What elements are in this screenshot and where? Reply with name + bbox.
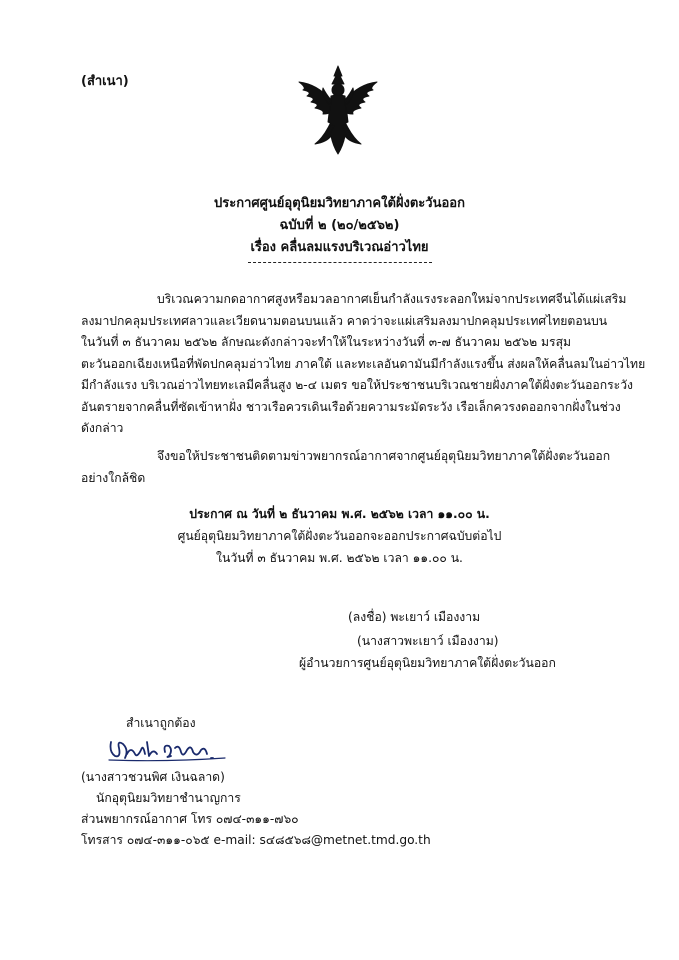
certifier-full-name: (นางสาวชวนพิศ เงินฉลาด) [81,770,225,784]
title-line-1: ประกาศศูนย์อุตุนิยมวิทยาภาคใต้ฝั่งตะวันออก [214,196,465,211]
copy-mark: (สำเนา) [81,74,129,89]
signatory-full-name: (นางสาวพะเยาว์ เมืองงาม) [357,634,499,648]
paragraph-1-line: ในวันที่ ๓ ธันวาคม ๒๕๖๒ ลักษณะดังกล่าวจะทำให้ในระหว่างวันที่ ๓-๗ ธันวาคม ๒๕๖๒ มรสุม [81,335,572,349]
title-line-3: เรื่อง คลื่นลมแรงบริเวณอ่าวไทย [250,240,429,255]
next-announcement-line-1: ศูนย์อุตุนิยมวิทยาภาคใต้ฝั่งตะวันออกจะออกประกาศฉบับต่อไป [177,529,502,543]
paragraph-1-line: ตะวันออกเฉียงเหนือที่พัดปกคลุมอ่าวไทย ภาคใต้ และทะเลอันดามันมีกำลังแรงขึ้น ส่งผลให้คลื่นลมในอ่าวไทย [81,357,646,371]
signatory-signed: (ลงชื่อ) พะเยาว์ เมืองงาม [348,610,481,624]
fax-email: โทรสาร ๐๗๔-๓๑๑-๐๖๕ e-mail: s๔๘๕๖๘@metnet.tmd.go.th [81,833,431,847]
announcement-date: ประกาศ ณ วันที่ ๒ ธันวาคม พ.ศ. ๒๕๖๒ เวลา ๑๑.๐๐ น. [189,507,490,521]
certifier-position: นักอุตุนิยมวิทยาชำนาญการ [96,791,241,805]
paragraph-1-line: ดังกล่าว [81,421,124,435]
certified-copy-label: สำเนาถูกต้อง [126,716,196,730]
paragraph-2-line: อย่างใกล้ชิด [81,471,146,485]
paragraph-1-line: ลงมาปกคลุมประเทศลาวและเวียดนามตอนบนแล้ว คาดว่าจะแผ่เสริมลงมาปกคลุมประเทศไทยตอนบน [81,314,608,328]
title-line-2: ฉบับที่ ๒ (๒๐/๒๕๖๒) [279,218,400,233]
department-phone: ส่วนพยากรณ์อากาศ โทร ๐๗๔-๓๑๑-๗๖๐ [81,812,299,826]
handwritten-signature-icon [107,736,235,764]
paragraph-1-line: บริเวณความกดอากาศสูงหรือมวลอากาศเย็นกำลังแรงระลอกใหม่จากประเทศจีนได้แผ่เสริม [157,292,627,306]
paragraph-1-line: อันตรายจากคลื่นที่ซัดเข้าหาฝั่ง ชาวเรือควรเดินเรือด้วยความระมัดระวัง เรือเล็กควรงดออกจากฝั่งในช่วง [81,400,621,414]
paragraph-2-line: จึงขอให้ประชาชนติดตามข่าวพยากรณ์อากาศจากศูนย์อุตุนิยมวิทยาภาคใต้ฝั่งตะวันออก [157,449,611,463]
next-announcement-line-2: ในวันที่ ๓ ธันวาคม พ.ศ. ๒๕๖๒ เวลา ๑๑.๐๐ น. [216,551,463,565]
signatory-position: ผู้อำนวยการศูนย์อุตุนิยมวิทยาภาคใต้ฝั่งตะวันออก [299,656,556,670]
divider [248,262,432,263]
garuda-emblem-icon [293,64,383,156]
paragraph-1-line: มีกำลังแรง บริเวณอ่าวไทยทะเลมีคลื่นสูง ๒-๔ เมตร ขอให้ประชาชนบริเวณชายฝั่งภาคใต้ฝั่งตะวันออกระวัง [81,378,633,392]
